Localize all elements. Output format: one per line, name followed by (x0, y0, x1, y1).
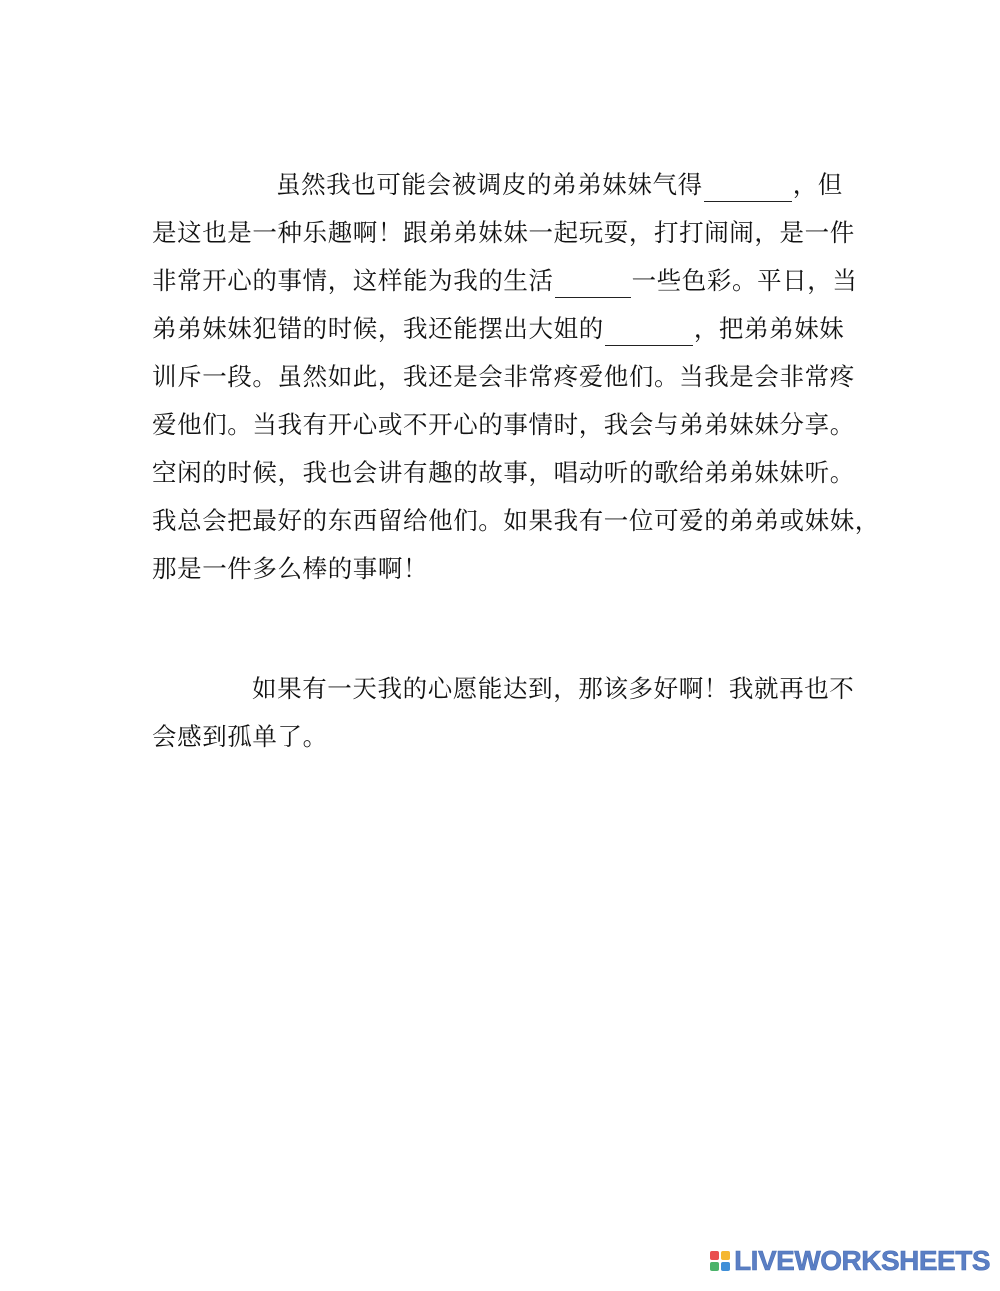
line-text-after: 一些色彩。平日，当 (631, 266, 858, 295)
logo-text: LIVEWORKSHEETS (734, 1245, 990, 1276)
logo-block (710, 1262, 719, 1271)
line-text-after: ，把弟弟妹妹 (693, 314, 845, 343)
paragraph1-line-9 (152, 549, 428, 589)
logo-blocks-icon (710, 1251, 730, 1271)
line-text: 如果有一天我的心愿能达到，那该多好啊！我就再也不 (252, 674, 855, 703)
line-text: 我总会把最好的东西留给他们。如果我有一位可爱的弟弟或妹妹， (152, 506, 880, 535)
logo-block (710, 1251, 719, 1260)
line-text: 弟弟妹妹犯错的时候，我还能摆出大姐的 (152, 314, 604, 343)
blank-input-2[interactable] (555, 271, 631, 298)
paragraph1-line-4 (152, 309, 844, 349)
paragraph2-line-1 (152, 669, 854, 709)
blank-input-1[interactable] (704, 175, 792, 202)
paragraph2-line-2 (152, 717, 328, 757)
line-text: 训斥一段。虽然如此，我还是会非常疼爱他们。当我是会非常疼 (152, 362, 855, 391)
line-text: 空闲的时候，我也会讲有趣的故事，唱动听的歌给弟弟妹妹听。 (152, 458, 855, 487)
logo-block (721, 1251, 730, 1260)
paragraph1-line-3 (152, 261, 858, 301)
line-text: 会感到孤单了。 (152, 722, 328, 751)
paragraph1-line-8 (152, 501, 880, 541)
paragraph1-line-2 (152, 213, 855, 253)
line-text-after: ，但 (792, 170, 843, 199)
paragraph1-line-7 (152, 453, 855, 493)
line-text: 爱他们。当我有开心或不开心的事情时，我会与弟弟妹妹分享。 (152, 410, 855, 439)
paragraph1-line-1 (152, 165, 843, 205)
paragraph1-line-6 (152, 405, 855, 445)
line-text: 那是一件多么棒的事啊！ (152, 554, 429, 583)
line-text: 是这也是一种乐趣啊！跟弟弟妹妹一起玩耍，打打闹闹，是一件 (152, 218, 855, 247)
paragraph1-line-5 (152, 357, 855, 397)
line-text: 非常开心的事情，这样能为我的生活 (152, 266, 554, 295)
logo-block (721, 1262, 730, 1271)
blank-input-3[interactable] (605, 319, 693, 346)
liveworksheets-logo (710, 1241, 990, 1281)
line-text: 虽然我也可能会被调皮的弟弟妹妹气得 (276, 170, 703, 199)
